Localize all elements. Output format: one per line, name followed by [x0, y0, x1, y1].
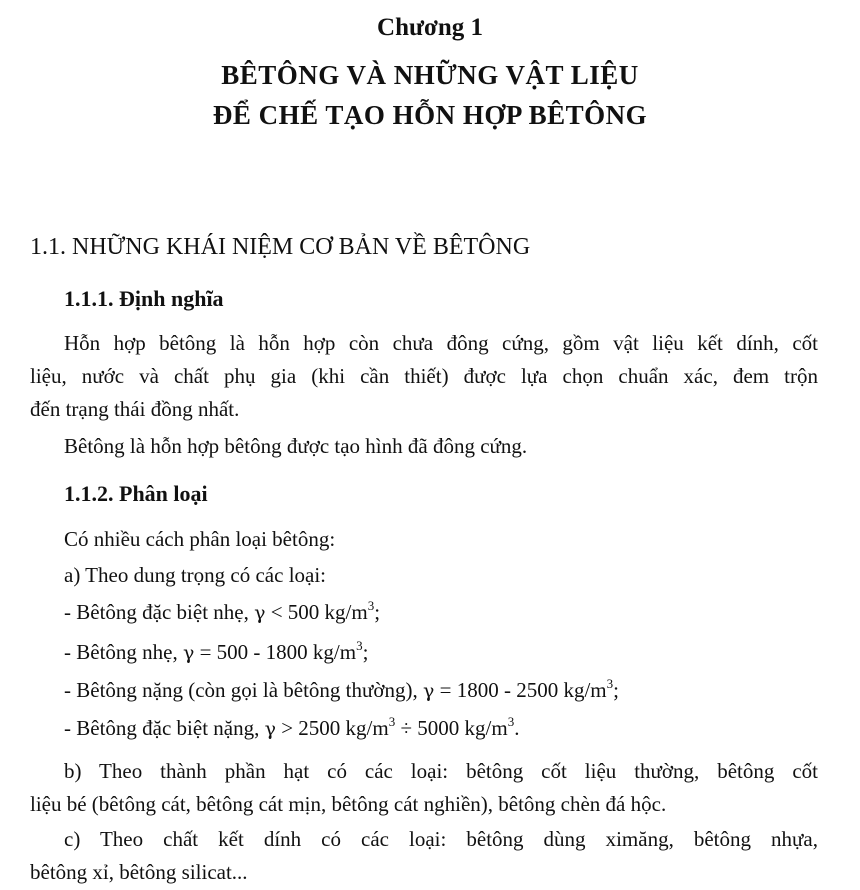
list-item-punct: . [514, 716, 520, 740]
list-item-value: ÷ 5000 kg/m [395, 716, 508, 740]
list-item-punct: ; [374, 600, 381, 624]
subsection-heading-definition: 1.1.1. Định nghĩa [64, 286, 224, 311]
exponent: 3 [606, 676, 614, 691]
list-item-text: - Bêtông nặng (còn gọi là bêtông thường), [64, 678, 423, 702]
paragraph-line: Bêtông là hỗn hợp bêtông được tạo hình đã đông cứng. [64, 434, 528, 458]
chapter-title-line-2: ĐỂ CHẾ TẠO HỖN HỢP BÊTÔNG [212, 100, 648, 130]
paragraph-line: Có nhiều cách phân loại bêtông: [64, 527, 336, 551]
paragraph-line: c) Theo chất kết dính có các loại: bêtông dùng ximăng, bêtông nhựa, [64, 827, 818, 851]
gamma-symbol: γ [264, 718, 276, 740]
paragraph-line: liệu, nước và chất phụ gia (khi cần thiết) được lựa chọn chuẩn xác, đem trộn [30, 364, 818, 388]
paragraph-line: bêtông xỉ, bêtông silicat... [30, 860, 248, 884]
chapter-label: Chương 1 [377, 14, 483, 41]
list-item [64, 678, 619, 703]
subsection-heading-classification: 1.1.2. Phân loại [64, 481, 208, 506]
gamma-symbol: γ [423, 680, 435, 702]
list-item-value: = 1800 - 2500 kg/m [434, 678, 607, 702]
paragraph-line: Hỗn hợp bêtông là hỗn hợp còn chưa đông cứng, gồm vật liệu kết dính, cốt [64, 331, 818, 355]
list-item-text: - Bêtông nhẹ, [64, 640, 183, 664]
list-item-value: > 2500 kg/m [275, 716, 389, 740]
section-heading: 1.1. NHỮNG KHÁI NIỆM CƠ BẢN VỀ BÊTÔNG [30, 234, 531, 260]
paragraph-line: b) Theo thành phần hạt có các loại: bêtông cốt liệu thường, bêtông cốt [64, 759, 818, 783]
chapter-title-line-1: BÊTÔNG VÀ NHỮNG VẬT LIỆU [221, 60, 639, 90]
list-item-punct: ; [362, 640, 369, 664]
exponent: 3 [388, 714, 396, 729]
list-item-value: = 500 - 1800 kg/m [194, 640, 357, 664]
exponent: 3 [356, 638, 363, 653]
list-item-text: - Bêtông đặc biệt nặng, [64, 716, 265, 740]
gamma-symbol: γ [182, 642, 195, 664]
list-item [64, 640, 368, 665]
list-item [64, 600, 380, 625]
exponent: 3 [367, 598, 375, 613]
exponent: 3 [507, 714, 515, 729]
list-item-text: - Bêtông đặc biệt nhẹ, [64, 600, 255, 624]
gamma-symbol: γ [254, 602, 266, 624]
list-heading: a) Theo dung trọng có các loại: [64, 563, 327, 587]
list-item-punct: ; [613, 678, 619, 702]
list-item-value: < 500 kg/m [265, 600, 368, 624]
paragraph-line: đến trạng thái đồng nhất. [30, 397, 240, 421]
list-item [64, 716, 519, 741]
paragraph-line: liệu bé (bêtông cát, bêtông cát mịn, bêtông cát nghiền), bêtông chèn đá hộc. [30, 792, 667, 816]
